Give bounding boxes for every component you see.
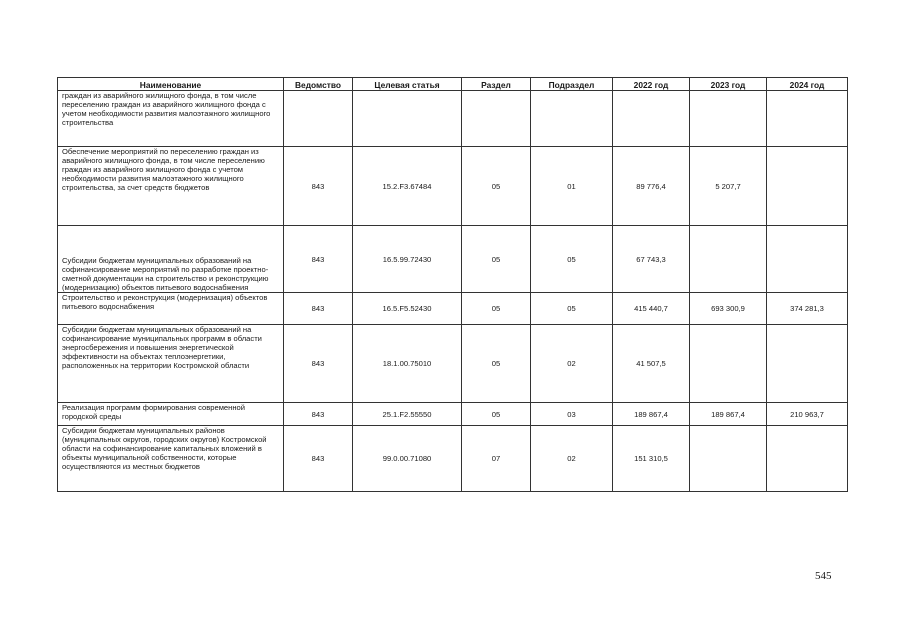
row-subsection: 02 (531, 426, 613, 492)
row-target-article: 16.5.F5.52430 (353, 293, 462, 325)
row-2023 (690, 325, 767, 403)
row-2023: 5 207,7 (690, 147, 767, 226)
table-row (58, 91, 848, 147)
row-section: 05 (462, 403, 531, 426)
header-section: Раздел (462, 78, 531, 91)
row-subsection: 02 (531, 325, 613, 403)
row-2024 (767, 325, 848, 403)
row-target-article: 15.2.F3.67484 (353, 147, 462, 226)
row-name: Реализация программ формирования современной городской среды (58, 403, 284, 426)
row-2022: 151 310,5 (613, 426, 690, 492)
table-row (58, 293, 848, 325)
header-2024: 2024 год (767, 78, 848, 91)
header-name: Наименование (58, 78, 284, 91)
row-name: Строительство и реконструкция (модернизация) объектов питьевого водоснабжения (58, 293, 284, 325)
row-2022: 67 743,3 (613, 226, 690, 293)
row-subsection: 03 (531, 403, 613, 426)
row-2022: 415 440,7 (613, 293, 690, 325)
budget-table (57, 77, 848, 492)
row-department: 843 (284, 325, 353, 403)
row-department (284, 91, 353, 147)
row-2023 (690, 91, 767, 147)
row-name: Субсидии бюджетам муниципальных образований на софинансирование муниципальных программ в области энергосбережения и повышения энергетической эффективности на объектах теплоэнергетики, расположенных на территории Костромской области (58, 325, 284, 403)
table-row (58, 426, 848, 492)
row-department: 843 (284, 147, 353, 226)
row-section: 05 (462, 147, 531, 226)
row-subsection: 01 (531, 147, 613, 226)
row-subsection (531, 91, 613, 147)
row-2024 (767, 147, 848, 226)
row-section: 07 (462, 426, 531, 492)
row-2022: 189 867,4 (613, 403, 690, 426)
header-target-article: Целевая статья (353, 78, 462, 91)
table-row (58, 226, 848, 293)
row-2022 (613, 91, 690, 147)
row-subsection: 05 (531, 293, 613, 325)
row-section: 05 (462, 226, 531, 293)
header-department: Ведомство (284, 78, 353, 91)
header-2023: 2023 год (690, 78, 767, 91)
row-section (462, 91, 531, 147)
table-row (58, 403, 848, 426)
row-2023 (690, 226, 767, 293)
row-2024 (767, 426, 848, 492)
table-row (58, 325, 848, 403)
table-row (58, 147, 848, 226)
row-2024 (767, 91, 848, 147)
row-name: граждан из аварийного жилищного фонда, в том числе переселению граждан из аварийного жилищного фонда с учетом необходимости развития малоэтажного жилищного строительства (58, 91, 284, 147)
row-name: Обеспечение мероприятий по переселению граждан из аварийного жилищного фонда, в том числе переселению граждан из аварийного жилищного фонда с учетом необходимости развития малоэтажного жилищного строительства, за счет средств бюджетов (58, 147, 284, 226)
row-2023 (690, 426, 767, 492)
row-target-article: 18.1.00.75010 (353, 325, 462, 403)
row-target-article: 16.5.99.72430 (353, 226, 462, 293)
row-2022: 41 507,5 (613, 325, 690, 403)
row-department: 843 (284, 293, 353, 325)
row-department: 843 (284, 426, 353, 492)
table-header-row (58, 78, 848, 91)
row-2023: 189 867,4 (690, 403, 767, 426)
row-2022: 89 776,4 (613, 147, 690, 226)
row-target-article: 25.1.F2.55550 (353, 403, 462, 426)
row-department: 843 (284, 403, 353, 426)
page-number: 545 (815, 570, 832, 582)
row-2024 (767, 226, 848, 293)
row-2023: 693 300,9 (690, 293, 767, 325)
row-target-article: 99.0.00.71080 (353, 426, 462, 492)
header-2022: 2022 год (613, 78, 690, 91)
row-target-article (353, 91, 462, 147)
row-department: 843 (284, 226, 353, 293)
row-subsection: 05 (531, 226, 613, 293)
row-name: Субсидии бюджетам муниципальных районов (муниципальных округов, городских округов) Костромской области на софинансирование капитальных вложений в объекты муниципальной собственности, которые осуществляются из местных бюджетов (58, 426, 284, 492)
row-2024: 210 963,7 (767, 403, 848, 426)
row-section: 05 (462, 325, 531, 403)
header-subsection: Подраздел (531, 78, 613, 91)
row-2024: 374 281,3 (767, 293, 848, 325)
row-section: 05 (462, 293, 531, 325)
row-name: Субсидии бюджетам муниципальных образований на софинансирование мероприятий по разработке проектно-сметной документации на строительство и реконструкцию (модернизацию) объектов питьевого водоснабжения (58, 226, 284, 293)
